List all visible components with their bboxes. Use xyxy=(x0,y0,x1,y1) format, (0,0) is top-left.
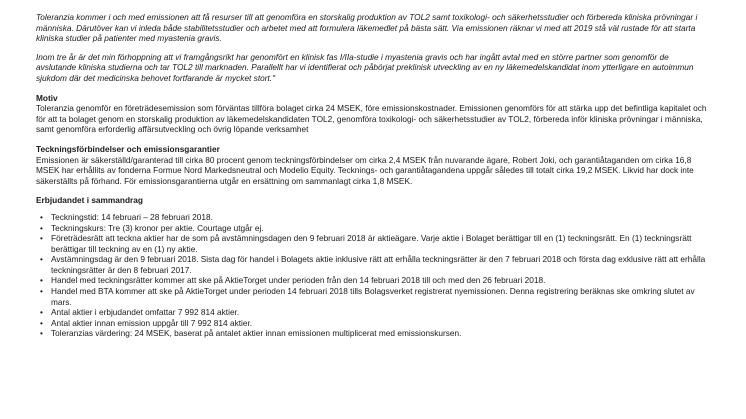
bullet-icon: • xyxy=(40,211,43,222)
list-item xyxy=(36,318,708,329)
quote-paragraph-2: Inom tre år är det min förhoppning att vi framgångsrikt har genomfört en klinisk fas I/IIa-studie i myastenia gravis och har ingått avtal med en större partner som genomför de avslutande kliniska studierna och tar TOL2 till marknaden. Parallellt har vi identifierat och påbörjat preklinisk utveckling av en ny läkemedelskandidat inom ytterligare en autoimmun sjukdom där det medicinska behovet fortfarande är mycket stort." xyxy=(36,51,694,83)
list-item-text: Handel med BTA kommer att ske på AktieTorget under perioden 14 februari 2018 tills Bolagsverket registrerat nyemissionen. Denna registrering beräknas ske omkring slutet av mars. xyxy=(51,286,695,307)
document-page xyxy=(36,0,708,339)
motiv-heading: Motiv xyxy=(36,92,58,103)
erbjudandet-heading: Erbjudandet i sammandrag xyxy=(36,195,143,206)
bullet-icon: • xyxy=(40,222,43,233)
list-item-text: Företrädesrätt att teckna aktier har de som på avstämningsdagen den 9 februari 2018 är aktieägare. Varje aktie i Bolaget berättigar till en (1) teckningsrätt. En (1) teckningsrätt berättigar till teckning av en (1) ny aktie. xyxy=(51,233,692,254)
list-item xyxy=(36,254,708,275)
list-item xyxy=(36,223,708,234)
spacer xyxy=(36,84,708,93)
spacer xyxy=(36,186,708,195)
list-item-text: Teckningskurs: Tre (3) kronor per aktie. Courtage utgår ej. xyxy=(51,222,264,233)
top-spacer xyxy=(36,0,708,12)
teckning-text: Emissionen är säkerställd/garanterad till cirka 80 procent genom teckningsförbindelser om cirka 2,4 MSEK från nuvarande ägare, Robert Joki, och garantiåtaganden om cirka 16,8 MSEK har erhållits av fonderna Formue Nord Markedsneutral och Modelio Equity. Tecknings- och garantiåtagandena uppgår således till totalt cirka 19,2 MSEK. Likvid har dock inte säkerställts på förhand. För emissionsgarantierna utgår en ersättning om sammanlagt cirka 1,8 MSEK. xyxy=(36,154,694,186)
bullet-icon: • xyxy=(40,275,43,286)
motiv-text: Toleranzia genomför en företrädesemission som förväntas tillföra bolaget cirka 24 MSEK, före emissionskostnader. Emissionen genomförs för att stärka upp det befintliga kapitalet och för att ta bolaget genom en storskalig produktion av läkemedelskandidaten TOL2, genomföra toxikologi- och säkerhetsstudier av TOL2, förbereda inför kliniska prövningar i människa, samt genomföra erforderlig affärsutveckling och övrig löpande verksamhet xyxy=(36,103,707,135)
list-item-text: Antal aktier i erbjudandet omfattar 7 992 814 aktier. xyxy=(51,307,240,318)
list-item xyxy=(36,233,708,254)
list-item-text: Antal aktier innan emission uppgår till 7 992 814 aktier. xyxy=(51,317,253,328)
bullet-icon: • xyxy=(40,307,43,318)
bullet-icon: • xyxy=(40,317,43,328)
list-item xyxy=(36,275,708,286)
list-item-text: Avstämningsdag är den 9 februari 2018. Sista dag för handel i Bolagets aktie inklusive rätt att erhålla teckningsrätter är den 7 februari 2018 och första dag exklusive rätt att erhålla teckningsrätter är den 8 februari 2017. xyxy=(51,254,706,275)
list-item-text: Handel med teckningsrätter kommer att ske på AktieTorget under perioden från den 14 februari 2018 till och med den 26 februari 2018. xyxy=(51,275,546,286)
bullet-icon: • xyxy=(40,328,43,339)
bullet-icon: • xyxy=(40,286,43,297)
list-item xyxy=(36,328,708,339)
quote-paragraph-1: Toleranzia kommer i och med emissionen att få resurser till att genomföra en storskalig produktion av TOL2 samt toxikologi- och säkerhetsstudier och förbereda kliniska prövningar i människa. Därutöver kan vi inleda både stabilitetsstudier och arbetet med att formulera läkemedlet på bästa sätt. Via emissionen räknar vi med att 2019 stå väl rustade för att starta kliniska studier på patienter med myastenia gravis. xyxy=(36,12,698,44)
spacer xyxy=(36,44,708,52)
offer-list xyxy=(36,212,708,339)
bullet-icon: • xyxy=(40,254,43,265)
list-item xyxy=(36,307,708,318)
teckning-heading: Teckningsförbindelser och emissionsgarantier xyxy=(36,143,220,154)
list-item xyxy=(36,212,708,223)
bullet-icon: • xyxy=(40,233,43,244)
list-item-text: Teckningstid: 14 februari – 28 februari 2018. xyxy=(51,211,213,222)
list-item-text: Toleranzias värdering: 24 MSEK, baserat på antalet aktier innan emissionen multiplicerat med emissionskursen. xyxy=(51,328,462,339)
list-item xyxy=(36,286,708,307)
spacer xyxy=(36,135,708,144)
